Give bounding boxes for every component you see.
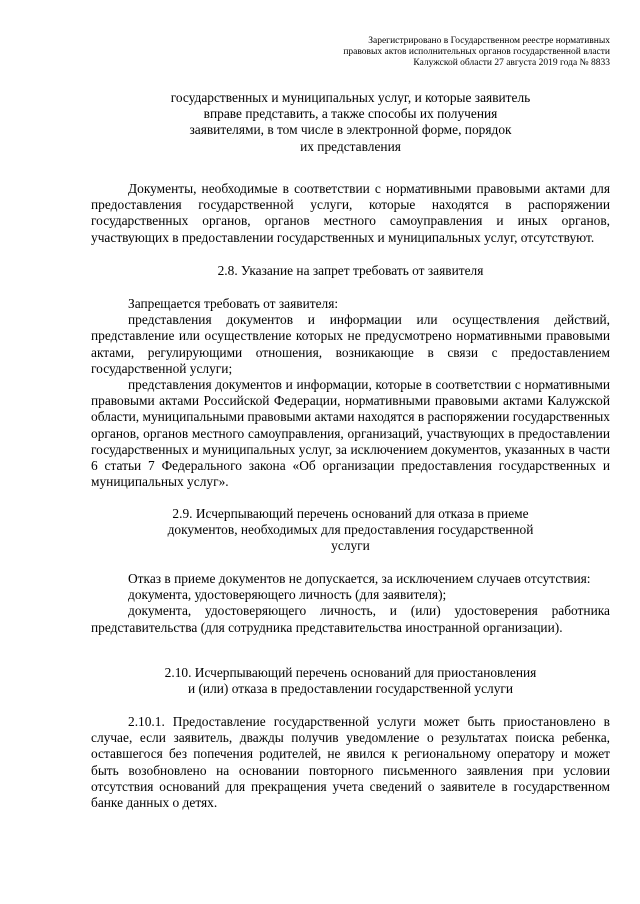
- heading-line: и (или) отказа в предоставлении государственной услуги: [187, 681, 514, 697]
- section-2-8-body: [91, 296, 610, 490]
- section-2-10-body: [91, 714, 610, 811]
- heading-line: услуги: [331, 538, 370, 554]
- heading-line: их представления: [300, 138, 401, 154]
- heading-line: 2.10. Исчерпывающий перечень оснований для приостановления: [164, 665, 537, 680]
- paragraph-text: 2.10.1. Предоставление государственной услуги может быть приостановлено в случае, если заявитель, дважды получив уведомление о результатах поиска ребенка, оставшегося без попечения родителей, не явился к региональному оператору и может быть возобновлено на основании повторного письменного заявления при условии отсутствия оснований для прекращения учета сведений о заявителе в государственном банке данных о детях.: [91, 714, 610, 811]
- registration-note: [310, 36, 610, 69]
- heading-line: заявителями, в том числе в электронной форме, порядок: [189, 122, 512, 138]
- heading-line: документов, необходимых для предоставления государственной: [167, 522, 534, 538]
- registration-note-line: Калужской области 27 августа 2019 года № 8833: [413, 58, 610, 68]
- heading-line: вправе представить, а также способы их получения: [203, 106, 498, 122]
- paragraph-text: представления документов и информации или осуществления действий, представление или осуществление которых не предусмотрено нормативными правовыми актами, регулирующими отношения, возникающие в связи с предоставлением государственной услуги;: [91, 312, 610, 376]
- registration-note-line: Зарегистрировано в Государственном реестре нормативных: [368, 36, 610, 46]
- heading-line: 2.8. Указание на запрет требовать от заявителя: [217, 263, 484, 278]
- heading-line: 2.9. Исчерпывающий перечень оснований для отказа в приеме: [172, 506, 529, 521]
- paragraph-text: представления документов и информации, которые в соответствии с нормативными правовыми актами Российской Федерации, нормативными правовыми актами Калужской области, муниципальными правовыми актами находятся в распоряжении государственных органов, органов местного самоуправления, организаций, участвующих в предоставлении государственных и муниципальных услуг, за исключением документов, указанных в части 6 статьи 7 Федерального закона «Об организации предоставления государственных и муниципальных услуг».: [91, 377, 610, 490]
- section-2-8-heading: [91, 263, 610, 279]
- paragraph-text: Запрещается требовать от заявителя:: [128, 296, 339, 311]
- paragraph-text: Отказ в приеме документов не допускается, за исключением случаев отсутствия:: [128, 571, 591, 586]
- heading-line: государственных и муниципальных услуг, и которые заявитель: [170, 90, 531, 105]
- registration-note-line: правовых актов исполнительных органов государственной власти: [343, 47, 610, 57]
- section-2-10-heading: [91, 665, 610, 697]
- paragraph-text: документа, удостоверяющего личность, и (или) удостоверения работника представительства (для сотрудника представительства иностранной организации).: [91, 603, 610, 635]
- section-heading-continued: [91, 90, 610, 155]
- section-2-9-body: [91, 571, 610, 636]
- paragraph-text: документа, удостоверяющего личность (для заявителя);: [128, 587, 447, 603]
- paragraph-text: Документы, необходимые в соответствии с нормативными правовыми актами для предоставления государственной услуги, которые находятся в распоряжении государственных органов, органов местного самоуправления и иных органов, участвующих в предоставлении государственных и муниципальных услуг, отсутствуют.: [91, 181, 610, 245]
- paragraph-documents: [91, 181, 610, 246]
- section-2-9-heading: [91, 506, 610, 555]
